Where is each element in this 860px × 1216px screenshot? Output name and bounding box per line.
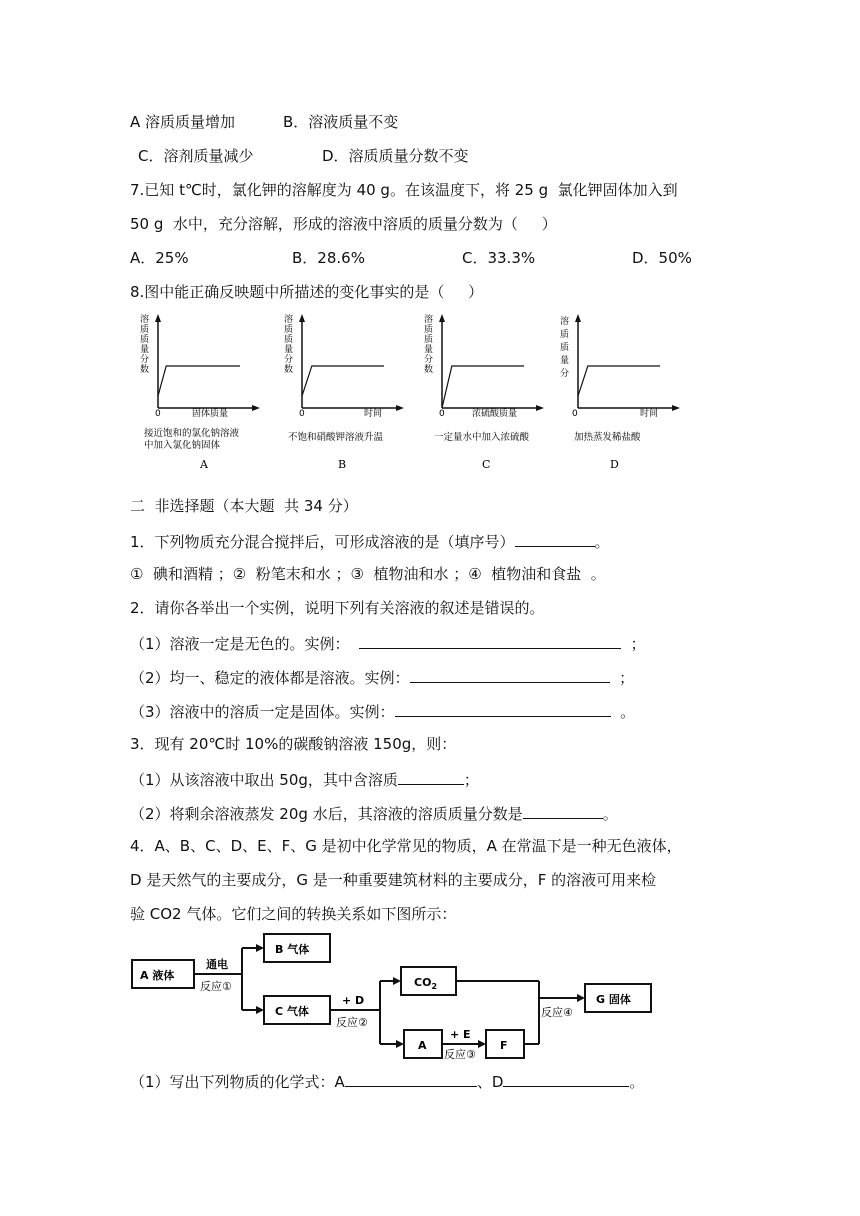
q7-option-c: C．33.3% bbox=[462, 249, 536, 267]
graph-d-curve bbox=[578, 366, 660, 396]
p2-q1-stem: 1．下列物质充分混合搅拌后，可形成溶液的是（填序号） bbox=[130, 533, 515, 551]
label-reaction-3: 反应③ bbox=[444, 1048, 476, 1061]
q6-option-a: A 溶质质量增加 bbox=[130, 113, 236, 131]
p2-q4-sub1-mid: 、D bbox=[476, 1073, 504, 1091]
q7-option-d: D．50% bbox=[632, 249, 692, 267]
p2-q1-choices: ① 碘和酒精 ；② 粉笔末和水 ；③ 植物油和水 ；④ 植物油和食盐 。 bbox=[130, 565, 606, 583]
p2-q3-item2-blank[interactable] bbox=[523, 802, 603, 819]
p2-q2-item1 bbox=[130, 632, 646, 654]
p2-q3-item1-text: （1）从该溶液中取出 50g，其中含溶质 bbox=[130, 771, 398, 789]
graph-a-ylabel: 溶质质量分数 bbox=[140, 315, 150, 375]
p2-q4-line2: D 是天然气的主要成分，G 是一种重要建筑材料的主要成分，F 的溶液可用来检 bbox=[130, 871, 657, 889]
p2-q2-item2-blank[interactable] bbox=[410, 666, 610, 683]
graph-c bbox=[420, 312, 550, 472]
box-f-label: F bbox=[500, 1039, 508, 1052]
graph-c-origin: 0 bbox=[439, 409, 445, 419]
q4-flow-diagram bbox=[126, 928, 686, 1062]
box-b-gas-label: B 气体 bbox=[275, 943, 310, 956]
graph-c-xlabel: 浓硫酸质量 bbox=[472, 409, 518, 419]
label-plus-e: + E bbox=[450, 1028, 471, 1041]
graph-a-svg bbox=[136, 312, 266, 472]
p2-q1-end: 。 bbox=[594, 533, 610, 551]
p2-q3-item1-end: ； bbox=[463, 771, 479, 789]
p2-q4-sub1-end: 。 bbox=[629, 1073, 645, 1091]
q7-stem-line1: 7.已知 t℃时，氯化钾的溶解度为 40 g。在该温度下，将 25 g 氯化钾固体加入到 bbox=[130, 181, 678, 199]
p2-q4-sub1-blank-d[interactable] bbox=[503, 1070, 629, 1087]
p2-q3-item2 bbox=[130, 802, 618, 824]
p2-q2-item3-blank[interactable] bbox=[395, 700, 611, 717]
q6-option-d: D．溶质质量分数不变 bbox=[322, 147, 469, 165]
graph-a-curve bbox=[158, 366, 240, 396]
label-reaction-1: 反应① bbox=[200, 980, 232, 993]
q7-option-a: A．25% bbox=[130, 249, 189, 267]
box-a-label: A bbox=[418, 1039, 427, 1052]
label-reaction-2: 反应② bbox=[336, 1016, 368, 1029]
p2-q2-item1-end: ； bbox=[621, 635, 646, 653]
q4-flow-svg bbox=[126, 928, 686, 1062]
graph-d-ylabel: 溶质质量分 bbox=[560, 317, 570, 379]
p2-q2-item3 bbox=[130, 700, 635, 722]
graph-b-origin: 0 bbox=[299, 409, 305, 419]
q8-stem: 8.图中能正确反映题中所描述的变化事实的是（ ） bbox=[130, 283, 484, 301]
q6-option-c: C．溶剂质量减少 bbox=[138, 147, 254, 165]
p2-q3-stem: 3．现有 20℃时 10%的碳酸钠溶液 150g，则： bbox=[130, 735, 457, 753]
graph-d-letter: D bbox=[610, 458, 619, 471]
p2-q4-sub1-blank-a[interactable] bbox=[345, 1070, 477, 1087]
p2-q2-item3-text: （3）溶液中的溶质一定是固体。实例： bbox=[130, 703, 395, 721]
p2-q3-item1-blank[interactable] bbox=[398, 768, 464, 785]
p2-q3-item2-text: （2）将剩余溶液蒸发 20g 水后，其溶液的溶质质量分数是 bbox=[130, 805, 523, 823]
graph-a-caption1: 接近饱和的氯化钠溶液 bbox=[144, 428, 240, 439]
box-g-solid-label: G 固体 bbox=[596, 993, 631, 1006]
graph-c-svg bbox=[420, 312, 550, 472]
part2-heading: 二 非选择题（本大题 共 34 分） bbox=[130, 497, 358, 515]
label-plus-d: + D bbox=[342, 994, 365, 1007]
p2-q1-blank[interactable] bbox=[515, 530, 595, 547]
graph-d-caption1: 加热蒸发稀盐酸 bbox=[574, 432, 641, 443]
graph-a-xlabel: 固体质量 bbox=[192, 409, 229, 419]
p2-q4-sub1-text: （1）写出下列物质的化学式：A bbox=[130, 1073, 345, 1091]
graph-c-letter: C bbox=[482, 458, 491, 471]
p2-q4-line1: 4．A、B、C、D、E、F、G 是初中化学常见的物质，A 在常温下是一种无色液体， bbox=[130, 837, 682, 855]
graph-a-origin: 0 bbox=[155, 409, 161, 419]
q6-option-b: B．溶液质量不变 bbox=[283, 113, 399, 131]
box-a-liquid-label: A 液体 bbox=[140, 969, 175, 982]
graph-d-svg bbox=[556, 312, 686, 472]
label-tongdian: 通电 bbox=[206, 958, 228, 971]
graph-b-caption1: 不饱和硝酸钾溶液升温 bbox=[288, 432, 384, 443]
box-c-gas-label: C 气体 bbox=[275, 1005, 309, 1018]
graph-b-curve bbox=[302, 366, 384, 396]
graph-b-ylabel: 溶质质量分数 bbox=[284, 315, 294, 375]
graph-c-curve bbox=[442, 366, 524, 408]
p2-q2-item2 bbox=[130, 666, 634, 688]
q7-option-b: B．28.6% bbox=[292, 249, 365, 267]
graph-d bbox=[556, 312, 686, 472]
p2-q3-item2-end: 。 bbox=[602, 805, 618, 823]
q7-stem-line2: 50 g 水中，充分溶解，形成的溶液中溶质的质量分数为（ ） bbox=[130, 215, 557, 233]
graph-d-xlabel: 时间 bbox=[640, 409, 659, 419]
p2-q2-stem: 2．请你各举出一个实例，说明下列有关溶液的叙述是错误的。 bbox=[130, 599, 545, 617]
graph-b-letter: B bbox=[338, 458, 347, 471]
graph-a-letter: A bbox=[200, 458, 208, 471]
box-co2-label: $CO_2$ bbox=[414, 976, 438, 991]
graph-b-svg bbox=[280, 312, 410, 472]
p2-q2-item1-text: （1）溶液一定是无色的。实例： bbox=[130, 635, 360, 653]
p2-q2-item2-text: （2）均一、稳定的液体都是溶液。实例： bbox=[130, 669, 410, 687]
p2-q2-item3-end: 。 bbox=[610, 703, 636, 721]
graph-d-origin: 0 bbox=[572, 409, 578, 419]
p2-q1-line bbox=[130, 530, 610, 552]
p2-q2-item1-blank[interactable] bbox=[359, 632, 621, 649]
p2-q4-line3: 验 CO2 气体。它们之间的转换关系如下图所示： bbox=[130, 905, 457, 923]
label-reaction-4: 反应④ bbox=[541, 1006, 573, 1019]
graph-a bbox=[136, 312, 266, 472]
p2-q2-item2-end: ； bbox=[609, 669, 635, 687]
graph-c-caption1: 一定量水中加入浓硫酸 bbox=[434, 432, 530, 443]
graph-c-ylabel: 溶质质量分数 bbox=[424, 315, 434, 375]
graph-a-caption2: 中加入氯化钠固体 bbox=[144, 440, 221, 451]
graph-b-xlabel: 时间 bbox=[364, 409, 383, 419]
graph-b bbox=[280, 312, 410, 472]
p2-q3-item1 bbox=[130, 768, 479, 790]
p2-q4-sub1 bbox=[130, 1070, 644, 1092]
